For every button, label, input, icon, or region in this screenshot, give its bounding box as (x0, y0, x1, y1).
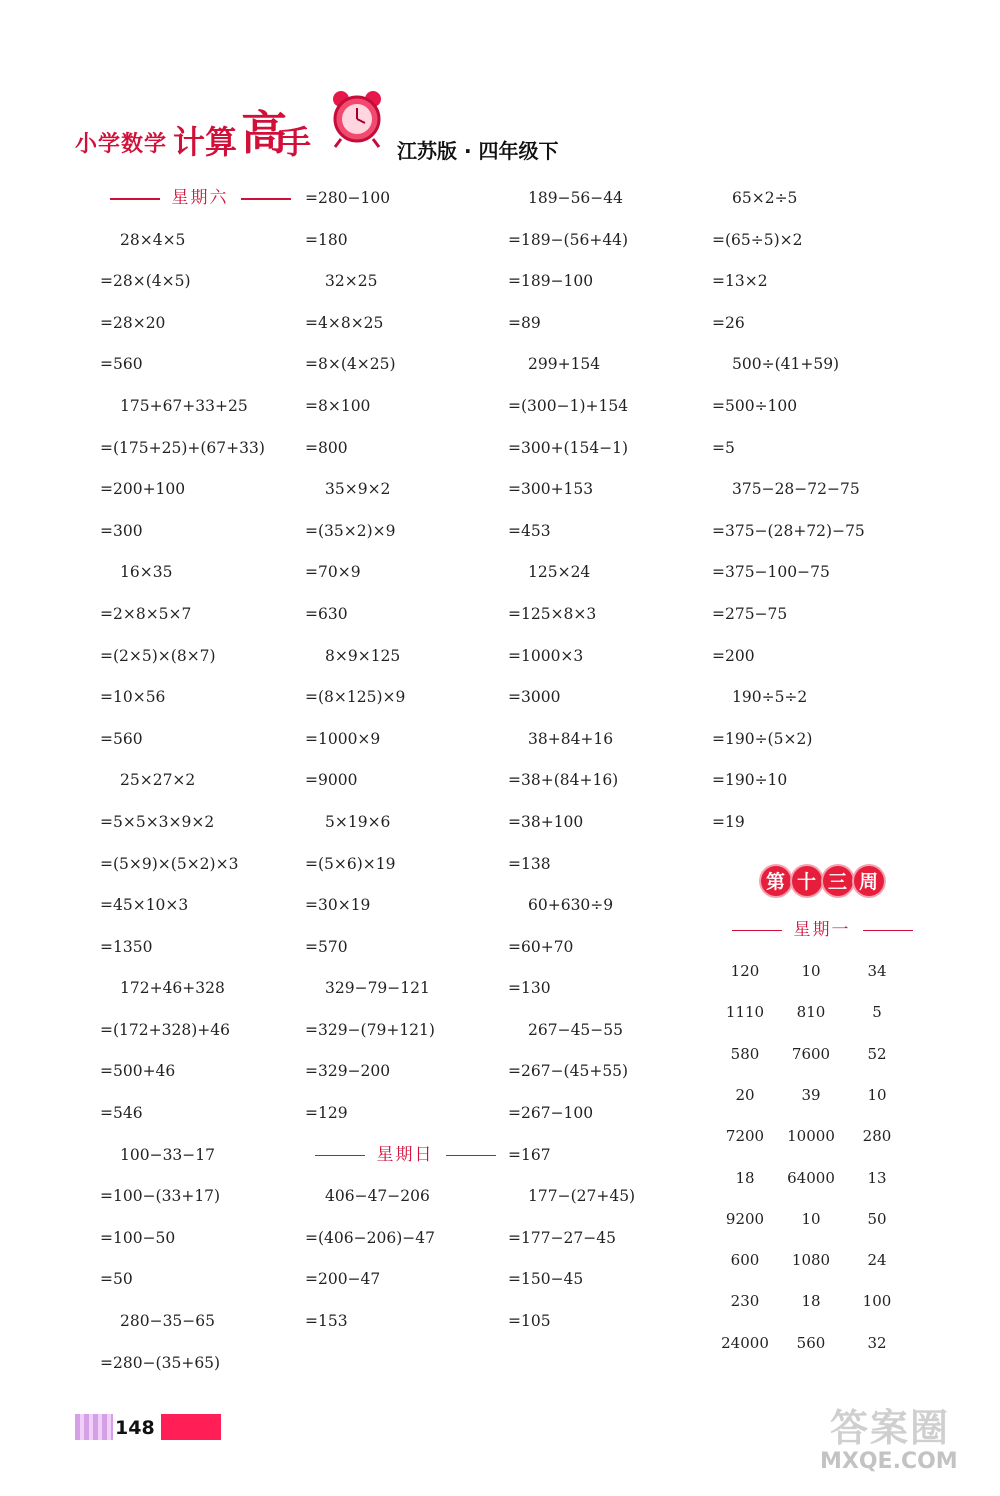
solution-step: =30×19 (305, 896, 371, 915)
heading-rule (863, 930, 913, 932)
problem-expression: 16×35 (120, 563, 173, 582)
solution-step: =630 (305, 604, 348, 623)
problem-expression: 65×2÷5 (732, 189, 798, 207)
brand-big-text: 高 (241, 106, 287, 160)
problem-expression: 267−45−55 (528, 1020, 624, 1039)
edition-label: 江苏版 · 四年级下 (397, 139, 559, 163)
answer-row (712, 951, 932, 992)
column-1 (100, 178, 300, 1384)
solution-step: =375−(28+72)−75 (712, 521, 865, 540)
solution-step: =38+100 (508, 812, 584, 831)
solution-step: =(65÷5)×2 (712, 230, 803, 249)
problem-expression: 125×24 (528, 563, 591, 582)
solution-step: =570 (305, 937, 348, 956)
problem-expression: 28×4×5 (120, 230, 186, 249)
solution-step: =177−27−45 (508, 1228, 616, 1247)
solution-step: =1000×9 (305, 729, 381, 748)
answer-value: 1110 (725, 1003, 765, 1022)
problem-expression: 8×9×125 (325, 646, 401, 665)
answer-value: 600 (730, 1251, 760, 1270)
heading-rule (241, 198, 291, 200)
answer-value: 120 (730, 962, 760, 981)
answer-value: 10000 (787, 1127, 835, 1146)
answer-value: 560 (796, 1333, 826, 1352)
answer-value: 10 (801, 962, 821, 981)
problem-expression: 172+46+328 (120, 979, 225, 998)
solution-step: =267−(45+55) (508, 1062, 629, 1081)
answer-value: 10 (867, 1085, 887, 1104)
problem-expression: 175+67+33+25 (120, 396, 248, 415)
answer-value: 24 (867, 1251, 887, 1270)
week-badge-char: 第 (761, 866, 791, 896)
solution-step: =190÷10 (712, 771, 788, 790)
solution-step: =4×8×25 (305, 313, 384, 332)
day-heading (712, 910, 932, 952)
solution-step: =(2×5)×(8×7) (100, 646, 216, 665)
page-number: 148 (115, 1417, 155, 1439)
answer-row (712, 1323, 932, 1364)
solution-step: =38+(84+16) (508, 771, 619, 790)
week-badge-char: 十 (792, 866, 822, 896)
answer-value: 24000 (721, 1333, 769, 1352)
answer-value: 5 (872, 1003, 882, 1022)
column-4 (712, 178, 932, 1364)
problem-expression: 375−28−72−75 (732, 480, 860, 499)
brand-small-text: 小学数学 (75, 132, 168, 157)
solution-step: =60+70 (508, 937, 574, 956)
solution-step: =(406−206)−47 (305, 1228, 435, 1247)
page-pattern-decoration (75, 1414, 113, 1440)
answer-value: 1080 (791, 1251, 831, 1270)
answer-value: 10 (801, 1209, 821, 1228)
book-header (75, 95, 615, 165)
solution-step: =560 (100, 729, 143, 748)
day-label: 星期日 (376, 1144, 434, 1165)
answer-value: 810 (796, 1003, 826, 1022)
solution-step: =105 (508, 1312, 551, 1331)
solution-step: =45×10×3 (100, 896, 189, 915)
answer-value: 34 (867, 962, 887, 981)
answer-row (712, 1034, 932, 1075)
solution-step: =153 (305, 1312, 348, 1331)
heading-rule (110, 198, 160, 200)
brand-mid2-text: 手 (279, 123, 312, 161)
solution-step: =300+(154−1) (508, 438, 629, 457)
solution-step: =(175+25)+(67+33) (100, 438, 265, 457)
day-label: 星期一 (793, 919, 851, 940)
answer-value: 64000 (787, 1168, 835, 1187)
watermark-site: MXQE.COM (820, 1449, 958, 1474)
column-2 (305, 178, 505, 1343)
solution-step: =189−100 (508, 272, 594, 291)
solution-step: =129 (305, 1104, 348, 1123)
solution-step: =267−100 (508, 1104, 594, 1123)
answer-value: 18 (735, 1168, 755, 1187)
solution-step: =300+153 (508, 480, 594, 499)
solution-step: =5×5×3×9×2 (100, 812, 215, 831)
answer-value: 7200 (725, 1127, 765, 1146)
solution-step: =8×100 (305, 396, 371, 415)
answer-row (712, 1199, 932, 1240)
column-3 (508, 178, 708, 1343)
solution-step: =100−(33+17) (100, 1187, 221, 1206)
day-heading (305, 1135, 505, 1177)
answer-value: 20 (735, 1085, 755, 1104)
problem-expression: 5×19×6 (325, 812, 391, 831)
brand-mid-text: 计算 (173, 123, 238, 161)
solution-step: =28×(4×5) (100, 272, 191, 291)
solution-step: =546 (100, 1104, 143, 1123)
problem-expression: 38+84+16 (528, 729, 614, 748)
solution-step: =500÷100 (712, 396, 798, 415)
problem-expression: 500÷(41+59) (732, 355, 840, 374)
solution-step: =300 (100, 521, 143, 540)
solution-step: =(5×6)×19 (305, 854, 396, 873)
solution-step: =5 (712, 438, 735, 457)
solution-step: =1000×3 (508, 646, 584, 665)
solution-step: =26 (712, 313, 745, 332)
solution-step: =89 (508, 313, 541, 332)
page-color-bar (161, 1414, 221, 1440)
week-badge (712, 852, 932, 910)
problem-expression: 299+154 (528, 355, 601, 374)
problem-expression: 406−47−206 (325, 1187, 430, 1206)
solution-step: =(35×2)×9 (305, 521, 396, 540)
watermark-logo: 答案圈 (830, 1406, 951, 1450)
solution-step: =13×2 (712, 272, 768, 291)
solution-step: =10×56 (100, 688, 166, 707)
day-heading (100, 178, 300, 220)
problem-expression: 35×9×2 (325, 480, 391, 499)
problem-expression: 329−79−121 (325, 979, 430, 998)
solution-step: =2×8×5×7 (100, 604, 192, 623)
solution-step: =200−47 (305, 1270, 381, 1289)
solution-step: =8×(4×25) (305, 355, 396, 374)
problem-expression: 25×27×2 (120, 771, 196, 790)
solution-step: =189−(56+44) (508, 230, 629, 249)
solution-step: =453 (508, 521, 551, 540)
solution-step: =1350 (100, 937, 153, 956)
answer-value: 280 (862, 1127, 892, 1146)
solution-step: =560 (100, 355, 143, 374)
solution-step: =500+46 (100, 1062, 176, 1081)
solution-step: =280−100 (305, 189, 391, 207)
week-badge-char: 三 (823, 866, 853, 896)
answer-row (712, 992, 932, 1033)
problem-expression: 60+630÷9 (528, 896, 614, 915)
solution-step: =9000 (305, 771, 358, 790)
solution-step: =(5×9)×(5×2)×3 (100, 854, 239, 873)
solution-step: =200 (712, 646, 755, 665)
problem-expression: 280−35−65 (120, 1312, 216, 1331)
answer-row (712, 1075, 932, 1116)
problem-expression: 177−(27+45) (528, 1187, 636, 1206)
solution-step: =(8×125)×9 (305, 688, 406, 707)
answer-value: 100 (862, 1292, 892, 1311)
solution-step: =190÷(5×2) (712, 729, 813, 748)
answer-value: 230 (730, 1292, 760, 1311)
solution-step: =280−(35+65) (100, 1353, 221, 1372)
solution-step: =(300−1)+154 (508, 396, 629, 415)
solution-step: =329−200 (305, 1062, 391, 1081)
answer-value: 9200 (725, 1209, 765, 1228)
answer-value: 13 (867, 1168, 887, 1187)
answer-value: 32 (867, 1333, 887, 1352)
problem-expression: 189−56−44 (528, 189, 624, 207)
answer-row (712, 1281, 932, 1322)
problem-expression: 190÷5÷2 (732, 688, 808, 707)
answer-row (712, 1158, 932, 1199)
solution-step: =50 (100, 1270, 133, 1289)
answer-value: 39 (801, 1085, 821, 1104)
solution-step: =125×8×3 (508, 604, 597, 623)
problem-expression: 32×25 (325, 272, 378, 291)
answer-value: 52 (867, 1044, 887, 1063)
heading-rule (732, 930, 782, 932)
solution-step: =70×9 (305, 563, 361, 582)
solution-step: =130 (508, 979, 551, 998)
heading-rule (446, 1155, 496, 1157)
answer-row (712, 1116, 932, 1157)
answer-value: 50 (867, 1209, 887, 1228)
answer-row (712, 1240, 932, 1281)
solution-step: =275−75 (712, 604, 788, 623)
solution-step: =19 (712, 812, 745, 831)
answer-value: 580 (730, 1044, 760, 1063)
solution-step: =167 (508, 1145, 551, 1164)
solution-step: =150−45 (508, 1270, 584, 1289)
week-badge-char: 周 (854, 866, 884, 896)
solution-step: =100−50 (100, 1228, 176, 1247)
problem-expression: 100−33−17 (120, 1145, 216, 1164)
solution-step: =180 (305, 230, 348, 249)
heading-rule (315, 1155, 365, 1157)
solution-step: =329−(79+121) (305, 1020, 435, 1039)
alarm-clock-icon (325, 85, 389, 149)
watermark (810, 1395, 990, 1490)
answer-value: 18 (801, 1292, 821, 1311)
solution-step: =138 (508, 854, 551, 873)
solution-step: =28×20 (100, 313, 166, 332)
day-label: 星期六 (171, 188, 229, 208)
answer-value: 7600 (791, 1044, 831, 1063)
solution-step: =3000 (508, 688, 561, 707)
solution-step: =375−100−75 (712, 563, 830, 582)
solution-step: =200+100 (100, 480, 186, 499)
solution-step: =(172+328)+46 (100, 1020, 230, 1039)
solution-step: =800 (305, 438, 348, 457)
